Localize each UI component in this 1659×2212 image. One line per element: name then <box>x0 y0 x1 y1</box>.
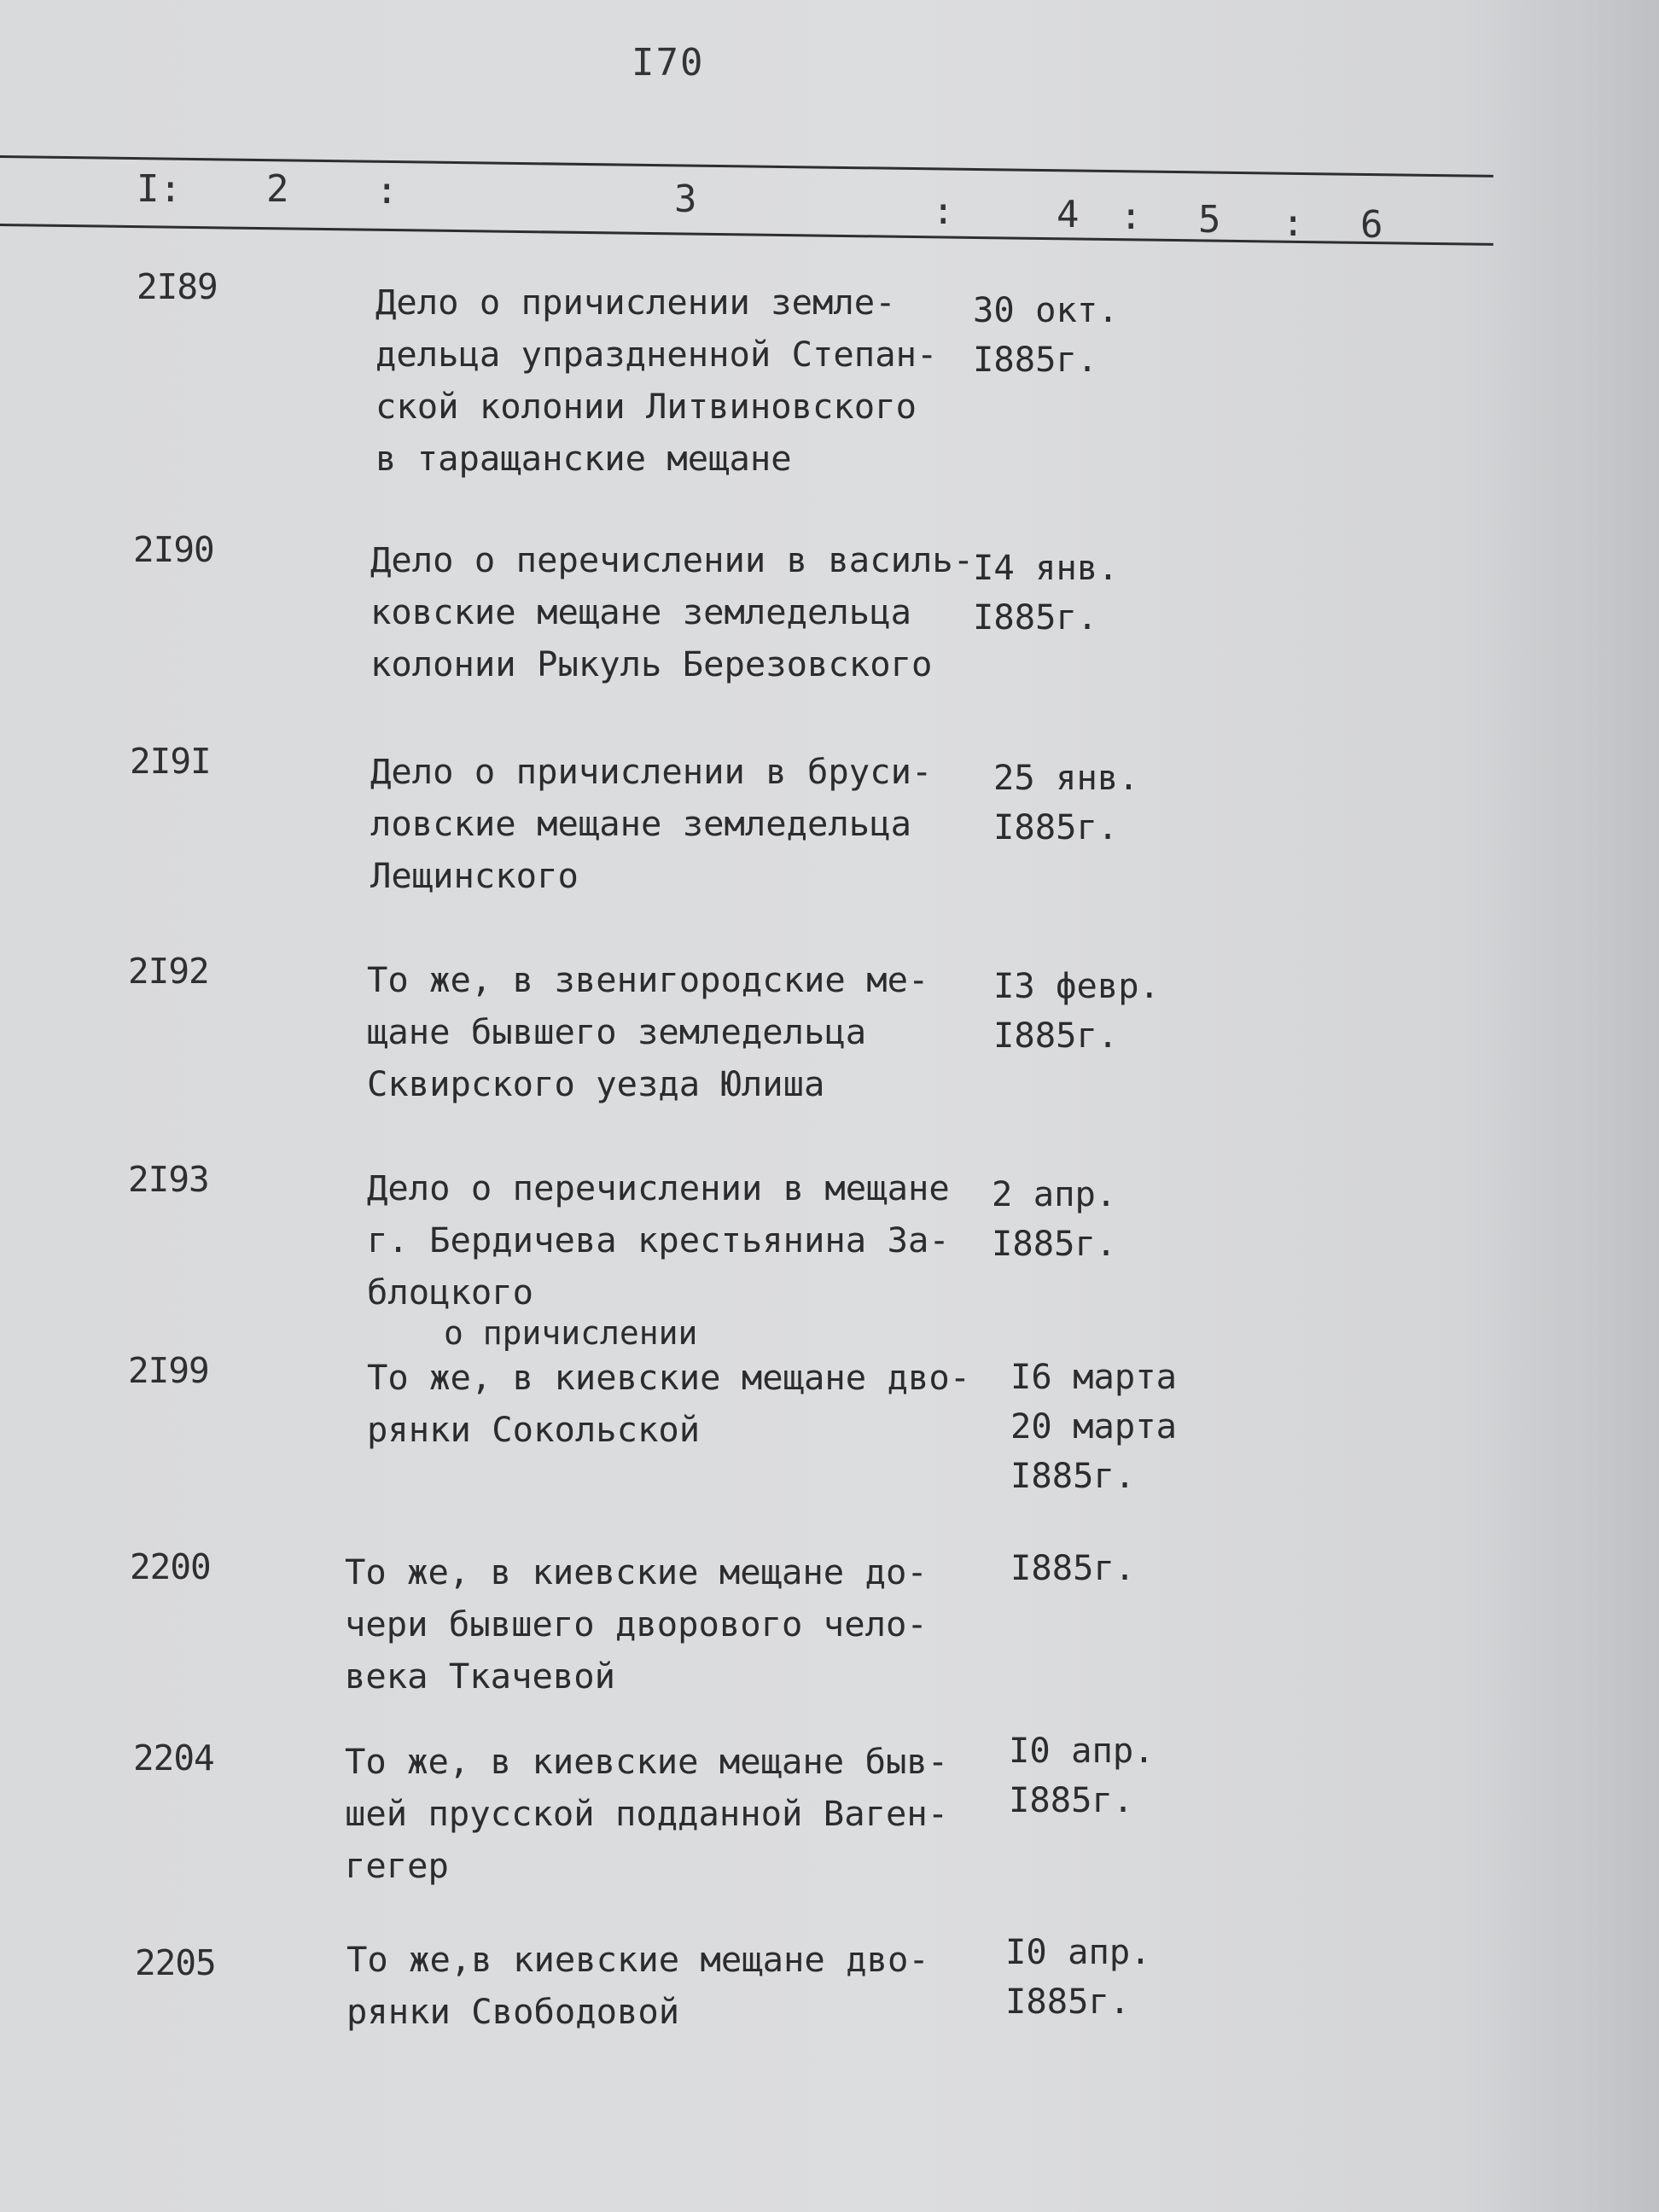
entry-number: 2204 <box>133 1738 214 1778</box>
entry-date: 30 окт. I885г. <box>973 289 1119 380</box>
entry-date: 2 апр. I885г. <box>992 1173 1117 1264</box>
column-header-2: 2 <box>266 167 289 211</box>
column-separator: : <box>932 189 955 233</box>
entry-description: То же, в киевские мещане быв- шей прусской подданной Ваген- гегер <box>345 1741 949 1886</box>
column-header-1: I: <box>137 167 182 211</box>
entry-date: I3 февр. I885г. <box>993 965 1161 1056</box>
entry-date: 25 янв. I885г. <box>993 757 1139 847</box>
page-number: I70 <box>632 41 705 84</box>
entry-number: 2200 <box>130 1546 211 1587</box>
entry-number: 2I99 <box>128 1350 209 1391</box>
column-separator: : <box>1282 201 1305 245</box>
entry-date: I4 янв. I885г. <box>973 547 1119 637</box>
entry-number: 2I9I <box>130 741 211 782</box>
column-header-6: 6 <box>1360 203 1383 247</box>
entry-description: Дело о перечислении в мещане г. Бердичева крестьянина За- блоцкого <box>367 1167 950 1313</box>
page-edge-shadow <box>1468 0 1659 2212</box>
entry-description: То же, в звенигородские ме- щане бывшего земледельца Сквирского уезда Юлиша <box>367 959 929 1104</box>
entry-number: 2I89 <box>137 266 218 307</box>
column-header-3: 3 <box>674 178 697 221</box>
entry-number: 2I92 <box>128 951 209 992</box>
column-header-5: 5 <box>1198 198 1221 242</box>
entry-number: 2I90 <box>133 529 214 570</box>
entry-date: I0 апр. I885г. <box>1005 1931 1151 2022</box>
entry-number: 2205 <box>135 1942 216 1983</box>
entry-description: Дело о причислении земле- дельца упраздненной Степан- ской колонии Литвиновского в таращанские мещане <box>375 282 938 479</box>
entry-description: То же,в киевские мещане дво- рянки Свободовой <box>346 1939 929 2032</box>
column-header-4: 4 <box>1057 193 1080 236</box>
entry-date: I0 апр. I885г. <box>1009 1730 1155 1820</box>
entry-date: I6 марта 20 марта I885г. <box>1010 1356 1178 1496</box>
table-header-bottom-rule <box>0 224 1493 246</box>
column-separator: : <box>1120 195 1143 238</box>
entry-date: I885г. <box>1010 1547 1136 1588</box>
table-header-top-rule <box>0 155 1493 178</box>
column-separator: : <box>375 169 399 212</box>
entry-description: То же, в киевские мещане дво- рянки Сокольской <box>367 1357 971 1450</box>
entry-description: Дело о причислении в бруси- ловские мещане земледельца Лещинского <box>370 751 933 896</box>
handwritten-insert: о причислении <box>444 1314 698 1352</box>
entry-number: 2I93 <box>128 1159 209 1200</box>
entry-description: Дело о перечислении в василь- ковские мещане земледельца колонии Рыкуль Березовского <box>370 539 975 684</box>
entry-description: То же, в киевские мещане до- чери бывшего дворового чело- века Ткачевой <box>345 1551 928 1697</box>
